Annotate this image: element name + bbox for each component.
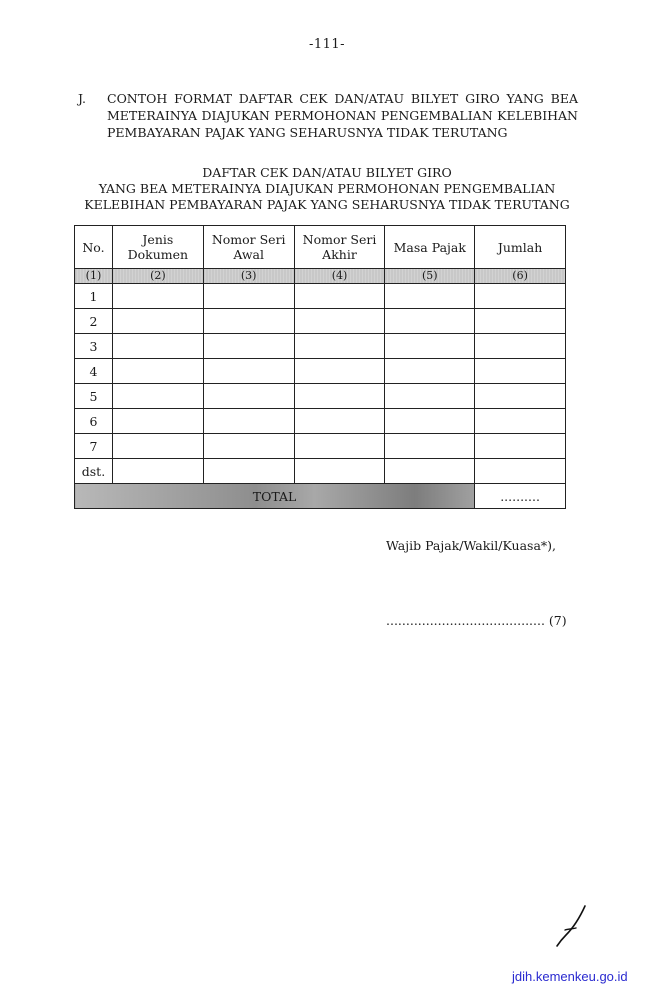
total-value: .......... [475, 484, 566, 509]
cell-nomor-seri-akhir [294, 409, 385, 434]
header-no: No. [75, 226, 113, 269]
cell-masa-pajak [385, 384, 475, 409]
cell-nomor-seri-awal [203, 334, 294, 359]
row-number: 4 [75, 359, 113, 384]
cell-nomor-seri-awal [203, 434, 294, 459]
section-title-line: CONTOH FORMAT DAFTAR CEK DAN/ATAU BILYET GIRO YANG BEA [107, 91, 578, 106]
cell-masa-pajak [385, 334, 475, 359]
page-number: -111- [308, 37, 346, 52]
table-row [75, 434, 566, 459]
table-row [75, 409, 566, 434]
cell-nomor-seri-awal [203, 284, 294, 309]
cell-masa-pajak [385, 284, 475, 309]
cell-nomor-seri-akhir [294, 434, 385, 459]
footer-url: jdih.kemenkeu.go.id [512, 969, 628, 984]
cell-jumlah [475, 359, 566, 384]
header-nomor-seri-awal: Nomor Seri Awal [203, 226, 294, 269]
header-jumlah: Jumlah [475, 226, 566, 269]
column-number: (5) [385, 269, 475, 284]
cell-nomor-seri-awal [203, 409, 294, 434]
column-number: (1) [75, 269, 113, 284]
total-label: TOTAL [75, 484, 475, 509]
cell-jenis-dokumen [112, 309, 203, 334]
cell-jenis-dokumen [112, 334, 203, 359]
table-title [60, 165, 594, 213]
table-row [75, 359, 566, 384]
cell-nomor-seri-awal [203, 459, 294, 484]
cell-nomor-seri-akhir [294, 284, 385, 309]
cell-jenis-dokumen [112, 434, 203, 459]
cell-nomor-seri-akhir [294, 334, 385, 359]
cell-jumlah [475, 459, 566, 484]
table-header-row [75, 226, 566, 269]
cell-nomor-seri-awal [203, 309, 294, 334]
cell-jumlah [475, 384, 566, 409]
section-title [107, 90, 578, 141]
section-letter: J. [78, 91, 87, 106]
column-number: (3) [203, 269, 294, 284]
cell-nomor-seri-akhir [294, 384, 385, 409]
total-row [75, 484, 566, 509]
section-title-line: PEMBAYARAN PAJAK YANG SEHARUSNYA TIDAK TERUTANG [107, 125, 508, 140]
column-number: (4) [294, 269, 385, 284]
cell-nomor-seri-akhir [294, 309, 385, 334]
cell-nomor-seri-akhir [294, 359, 385, 384]
row-number: 3 [75, 334, 113, 359]
header-masa-pajak: Masa Pajak [385, 226, 475, 269]
section-title-line: METERAINYA DIAJUKAN PERMOHONAN PENGEMBALIAN KELEBIHAN [107, 108, 578, 123]
signature-line: ........................................ (7) [386, 613, 567, 628]
cell-jumlah [475, 309, 566, 334]
initial-mark-icon [552, 903, 592, 948]
table-title-line: YANG BEA METERAINYA DIAJUKAN PERMOHONAN PENGEMBALIAN [98, 181, 556, 196]
cell-jumlah [475, 284, 566, 309]
cell-jenis-dokumen [112, 409, 203, 434]
row-number: dst. [75, 459, 113, 484]
table-row [75, 334, 566, 359]
table-row [75, 284, 566, 309]
row-number: 1 [75, 284, 113, 309]
section-heading [78, 90, 578, 141]
table-row [75, 384, 566, 409]
table-title-line: KELEBIHAN PEMBAYARAN PAJAK YANG SEHARUSNYA TIDAK TERUTANG [84, 197, 570, 212]
cell-jumlah [475, 334, 566, 359]
table-title-line: DAFTAR CEK DAN/ATAU BILYET GIRO [202, 165, 452, 180]
cell-nomor-seri-awal [203, 384, 294, 409]
column-number-row [75, 269, 566, 284]
column-number: (2) [112, 269, 203, 284]
cheque-list-table [74, 225, 566, 509]
cell-masa-pajak [385, 459, 475, 484]
cell-jenis-dokumen [112, 359, 203, 384]
cell-jumlah [475, 434, 566, 459]
cell-masa-pajak [385, 434, 475, 459]
cell-jenis-dokumen [112, 459, 203, 484]
row-number: 7 [75, 434, 113, 459]
row-number: 2 [75, 309, 113, 334]
cell-nomor-seri-awal [203, 359, 294, 384]
cell-nomor-seri-akhir [294, 459, 385, 484]
table-row [75, 309, 566, 334]
cell-masa-pajak [385, 409, 475, 434]
cell-jenis-dokumen [112, 384, 203, 409]
cell-masa-pajak [385, 359, 475, 384]
cell-masa-pajak [385, 309, 475, 334]
row-number: 6 [75, 409, 113, 434]
cell-jenis-dokumen [112, 284, 203, 309]
cell-jumlah [475, 409, 566, 434]
header-jenis-dokumen: Jenis Dokumen [112, 226, 203, 269]
header-nomor-seri-akhir: Nomor Seri Akhir [294, 226, 385, 269]
column-number: (6) [475, 269, 566, 284]
table-row [75, 459, 566, 484]
row-number: 5 [75, 384, 113, 409]
signatory-role: Wajib Pajak/Wakil/Kuasa*), [386, 538, 557, 553]
